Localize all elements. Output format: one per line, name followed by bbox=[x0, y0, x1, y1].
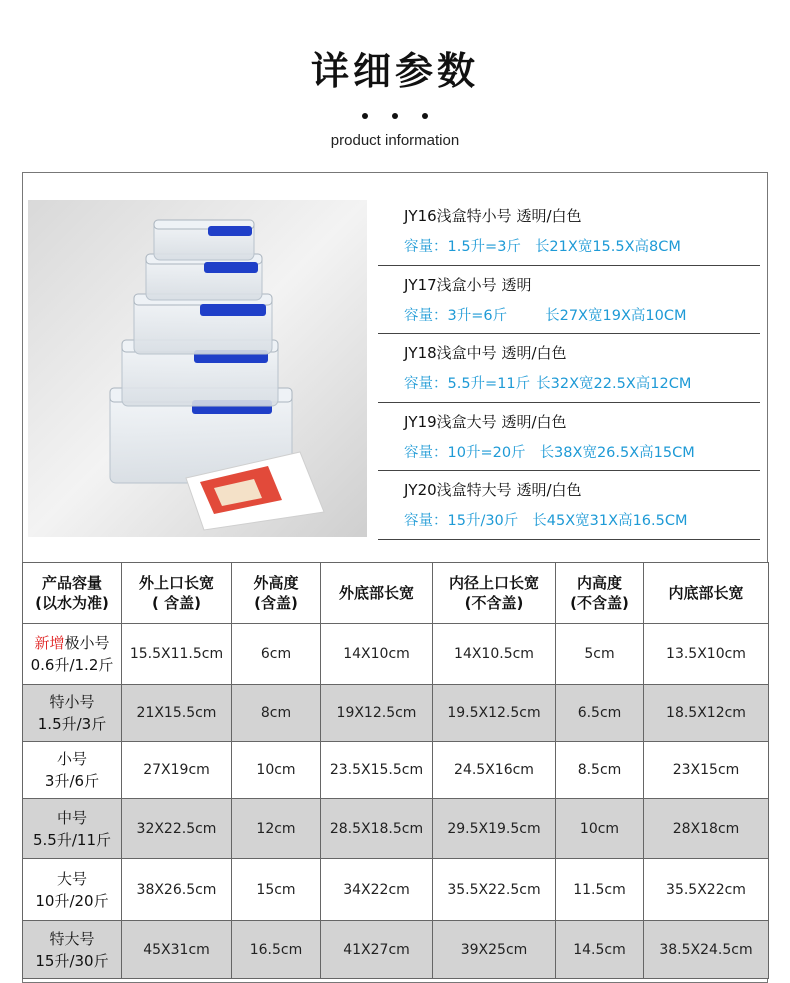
header-line: 内径上口长宽 bbox=[448, 574, 539, 592]
table-cell: 12cm bbox=[232, 799, 321, 859]
table-header bbox=[556, 563, 644, 624]
table-cell: 29.5X19.5cm bbox=[433, 799, 556, 859]
spec-name: JY20浅盒特大号 透明/白色 bbox=[404, 481, 582, 500]
spec-table bbox=[22, 562, 768, 979]
table-cell: 16.5cm bbox=[232, 921, 321, 979]
table-cell: 14X10.5cm bbox=[433, 624, 556, 685]
table-cell: 38X26.5cm bbox=[122, 859, 232, 921]
dot-icon bbox=[392, 113, 398, 119]
spec-capacity: 容量：1.5升=3斤 bbox=[404, 239, 521, 255]
spec-capacity-line bbox=[404, 235, 760, 256]
header-line: (不含盖) bbox=[570, 594, 629, 612]
spec-capacity-line bbox=[404, 304, 760, 325]
spec-capacity: 容量：10升=20斤 bbox=[404, 444, 526, 461]
size-cell bbox=[23, 799, 122, 859]
table-cell: 11.5cm bbox=[556, 859, 644, 921]
table-cell: 18.5X12cm bbox=[644, 685, 769, 742]
spec-item bbox=[378, 197, 760, 266]
header-line: 产品容量 bbox=[41, 574, 102, 592]
size-cell bbox=[23, 624, 122, 685]
spec-capacity: 容量：3升=6斤 bbox=[404, 307, 508, 324]
table-cell: 6.5cm bbox=[556, 685, 644, 742]
table-cell: 10cm bbox=[556, 799, 644, 859]
table-header bbox=[433, 563, 556, 624]
size-cell bbox=[23, 859, 122, 921]
table-header bbox=[644, 563, 769, 624]
table-cell: 38.5X24.5cm bbox=[644, 921, 769, 979]
size-label: 特大号 bbox=[49, 929, 95, 948]
spec-capacity-line bbox=[404, 441, 760, 462]
table-cell: 8cm bbox=[232, 685, 321, 742]
table-row bbox=[23, 799, 769, 859]
spec-name: JY16浅盒特小号 透明/白色 bbox=[404, 207, 582, 225]
header-line: (含盖) bbox=[254, 594, 298, 612]
spec-dimensions: 长38X宽26.5X高15CM bbox=[539, 444, 695, 461]
table-cell: 8.5cm bbox=[556, 742, 644, 799]
header-line: 外底部长宽 bbox=[338, 584, 414, 602]
table-header bbox=[232, 563, 321, 624]
header-line: (以水为准) bbox=[35, 594, 109, 612]
spec-capacity: 容量：5.5升=11斤 bbox=[404, 376, 531, 393]
dot-icon bbox=[362, 113, 368, 119]
size-cell bbox=[23, 742, 122, 799]
spec-capacity-line bbox=[404, 372, 760, 393]
table-cell: 24.5X16cm bbox=[433, 742, 556, 799]
spec-item bbox=[378, 403, 760, 472]
capacity-label: 3升/6斤 bbox=[44, 772, 100, 790]
spec-name: JY17浅盒小号 透明 bbox=[404, 275, 532, 294]
size-label: 小号 bbox=[56, 750, 87, 768]
table-cell: 10cm bbox=[232, 742, 321, 799]
table-cell: 23.5X15.5cm bbox=[321, 742, 433, 799]
table-header bbox=[122, 563, 232, 624]
table-cell: 5cm bbox=[556, 624, 644, 685]
header-line: (不含盖) bbox=[464, 594, 524, 612]
table-row bbox=[23, 742, 769, 799]
header-line: 外高度 bbox=[253, 574, 299, 592]
table-cell: 19X12.5cm bbox=[321, 685, 433, 742]
capacity-label: 1.5升/3斤 bbox=[37, 715, 107, 733]
size-cell bbox=[23, 921, 122, 979]
table-cell: 21X15.5cm bbox=[122, 685, 232, 742]
table-cell: 15.5X11.5cm bbox=[122, 624, 232, 685]
capacity-label: 15升/30斤 bbox=[35, 951, 109, 970]
table-cell: 14X10cm bbox=[321, 624, 433, 685]
table-cell: 19.5X12.5cm bbox=[433, 685, 556, 742]
header-line: ( 含盖) bbox=[152, 594, 201, 612]
table-cell: 32X22.5cm bbox=[122, 799, 232, 859]
table-cell: 39X25cm bbox=[433, 921, 556, 979]
spec-dimensions: 长27X宽19X高10CM bbox=[545, 307, 687, 324]
table-cell: 13.5X10cm bbox=[644, 624, 769, 685]
table-cell: 28X18cm bbox=[644, 799, 769, 859]
spec-item bbox=[378, 471, 760, 540]
stacked-containers-image bbox=[28, 200, 367, 537]
capacity-label: 0.6升/1.2斤 bbox=[30, 656, 114, 674]
spec-dimensions: 长45X宽31X高16.5CM bbox=[532, 513, 688, 530]
spec-dimensions: 长21X宽15.5X高8CM bbox=[534, 239, 681, 255]
table-cell: 6cm bbox=[232, 624, 321, 685]
table-cell: 41X27cm bbox=[321, 921, 433, 979]
table-row bbox=[23, 921, 769, 979]
table-cell: 23X15cm bbox=[644, 742, 769, 799]
header-line: 内底部长宽 bbox=[668, 584, 744, 602]
spec-name: JY18浅盒中号 透明/白色 bbox=[404, 344, 567, 363]
table-row bbox=[23, 685, 769, 742]
page-title: 详细参数 bbox=[310, 49, 479, 93]
table-header bbox=[23, 563, 122, 624]
table-header-row bbox=[23, 563, 769, 624]
new-badge: 新增 bbox=[34, 634, 65, 652]
divider-dots bbox=[0, 104, 790, 123]
spec-item bbox=[378, 334, 760, 403]
table-cell: 35.5X22cm bbox=[644, 859, 769, 921]
capacity-label: 10升/20斤 bbox=[35, 891, 109, 910]
page-subtitle: product information bbox=[330, 132, 460, 149]
table-cell: 27X19cm bbox=[122, 742, 232, 799]
size-label: 大号 bbox=[56, 869, 87, 888]
table-cell: 45X31cm bbox=[122, 921, 232, 979]
spec-list bbox=[378, 197, 760, 540]
spec-capacity-line bbox=[404, 509, 760, 530]
table-cell: 14.5cm bbox=[556, 921, 644, 979]
spec-dimensions: 长32X宽22.5X高12CM bbox=[536, 376, 692, 393]
capacity-label: 5.5升/11斤 bbox=[33, 830, 111, 849]
spec-capacity: 容量：15升/30斤 bbox=[404, 513, 519, 530]
table-cell: 15cm bbox=[232, 859, 321, 921]
size-label: 极小号 bbox=[64, 634, 110, 652]
table-row bbox=[23, 859, 769, 921]
table-cell: 35.5X22.5cm bbox=[433, 859, 556, 921]
header-line: 外上口长宽 bbox=[138, 574, 214, 592]
spec-name: JY19浅盒大号 透明/白色 bbox=[404, 412, 567, 431]
product-photo bbox=[28, 200, 367, 537]
spec-item bbox=[378, 266, 760, 335]
dot-icon bbox=[422, 113, 428, 119]
size-label: 特小号 bbox=[49, 693, 95, 711]
header-line: 内高度 bbox=[576, 574, 622, 592]
size-cell bbox=[23, 685, 122, 742]
table-cell: 28.5X18.5cm bbox=[321, 799, 433, 859]
table-row bbox=[23, 624, 769, 685]
table-header bbox=[321, 563, 433, 624]
table-cell: 34X22cm bbox=[321, 859, 433, 921]
size-label: 中号 bbox=[56, 808, 87, 827]
